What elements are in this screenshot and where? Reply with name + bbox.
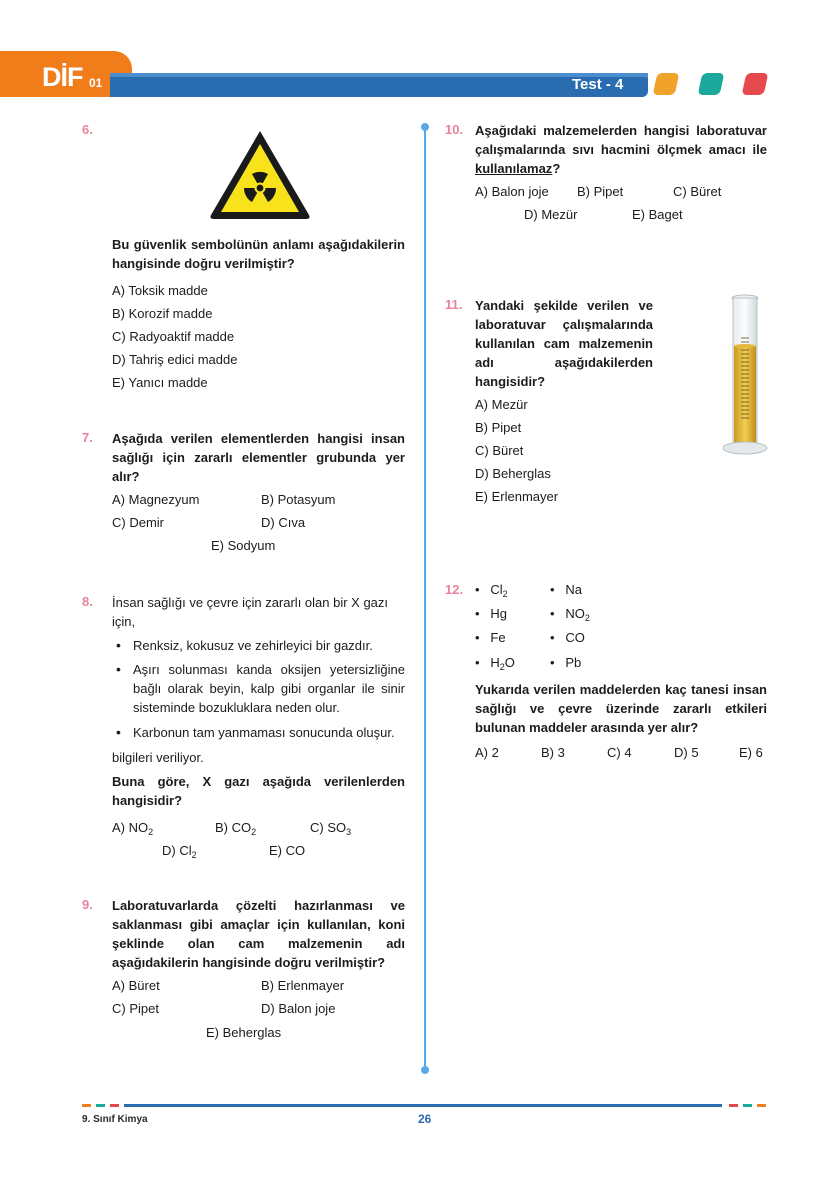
q12-item-left-2: • Hg	[475, 606, 508, 621]
q10-stem: Aşağıdaki malzemelerden hangisi laboratuvar çalışmalarında sıvı hacmini ölçmek amacı ile kullanılamaz?	[475, 123, 767, 176]
q12-item-right-2: • $NO_2$	[550, 606, 590, 623]
q8-bullet-2: • Aşırı solunması kanda oksijen yetersizliğine bağlı olarak beyin, kalp gibi organlar ile sinir sisteminde bozukluklara neden olur.	[113, 660, 405, 717]
q7-option-a[interactable]: A) Magnezyum	[112, 492, 200, 507]
q12-number: 12.	[445, 582, 464, 597]
q8-option-a[interactable]: A) $NO_2$	[112, 820, 154, 837]
q10-option-a[interactable]: A) Balon joje	[475, 184, 549, 199]
q6-option-c[interactable]: C) Radyoaktif madde	[112, 329, 235, 344]
header-chip-orange	[653, 73, 680, 95]
footer-line	[124, 1104, 722, 1107]
q10-number: 10.	[445, 122, 464, 137]
q8-option-e[interactable]: E) CO	[269, 843, 306, 858]
header-bar-highlight	[110, 73, 648, 77]
q8-option-c[interactable]: C) $SO_3$	[310, 820, 352, 837]
q7-stem: Aşağıda verilen elementlerden hangisi insan sağlığı için zararlı elementler grubunda yer alır?	[112, 431, 405, 484]
footer-dash-orange	[82, 1104, 91, 1107]
q11-option-b[interactable]: B) Pipet	[475, 420, 522, 435]
footer-course-label: 9. Sınıf Kimya	[82, 1114, 148, 1125]
footer-dash-orange-right	[757, 1104, 766, 1107]
q12-item-right-4: • Pb	[550, 655, 582, 670]
graduated-cylinder-icon	[722, 294, 768, 456]
q9-option-c[interactable]: C) Pipet	[112, 1001, 159, 1016]
q10-option-c[interactable]: C) Büret	[673, 184, 722, 199]
divider-dot-top	[421, 123, 429, 131]
q11-number: 11.	[445, 297, 463, 312]
q10-option-b[interactable]: B) Pipet	[577, 184, 624, 199]
logo-number: 01	[89, 76, 103, 90]
q12-item-left-4: • $H_2O$	[475, 655, 515, 672]
header-chip-red	[742, 73, 769, 95]
q12-item-right-1: • Na	[550, 582, 583, 597]
q7-option-e[interactable]: E) Sodyum	[211, 538, 276, 553]
q11-option-c[interactable]: C) Büret	[475, 443, 524, 458]
q12-stem: Yukarıda verilen maddelerden kaç tanesi insan sağlığı ve çevre üzerinde zararlı etkileri bulunan maddeler arasında yer alır?	[475, 682, 767, 735]
footer-dash-teal-right	[743, 1104, 752, 1107]
footer-page-number: 26	[418, 1112, 432, 1126]
q9-option-e[interactable]: E) Beherglas	[206, 1025, 282, 1040]
q8-bullet-1: • Renksiz, kokusuz ve zehirleyici bir gazdır.	[113, 636, 405, 655]
q6-option-d[interactable]: D) Tahriş edici madde	[112, 352, 238, 367]
q9-stem: Laboratuvarlarda çözelti hazırlanması ve saklanması gibi amaçlar için kullanılan, koni şeklinde olan cam malzemenin adı aşağıdakilerin hangisinde doğru verilmiştir?	[112, 898, 405, 970]
q7-number: 7.	[82, 430, 93, 445]
test-label: Test - 4	[572, 76, 624, 93]
q8-option-b[interactable]: B) $CO_2$	[215, 820, 257, 837]
q12-option-d[interactable]: D) 5	[674, 745, 699, 760]
q6-number: 6.	[82, 122, 93, 137]
q12-option-b[interactable]: B) 3	[541, 745, 565, 760]
q12-option-a[interactable]: A) 2	[475, 745, 499, 760]
footer-dash-red-right	[729, 1104, 738, 1107]
q9-option-b[interactable]: B) Erlenmayer	[261, 978, 345, 993]
q11-option-d[interactable]: D) Beherglas	[475, 466, 551, 481]
q12-option-c[interactable]: C) 4	[607, 745, 632, 760]
q12-item-left-1: • $Cl_2$	[475, 582, 508, 599]
q7-option-c[interactable]: C) Demir	[112, 515, 164, 530]
q7-option-b[interactable]: B) Potasyum	[261, 492, 336, 507]
q8-option-d[interactable]: D) $Cl_2$	[162, 843, 197, 860]
q9-option-d[interactable]: D) Balon joje	[261, 1001, 336, 1016]
footer-dash-red	[110, 1104, 119, 1107]
q10-option-e[interactable]: E) Baget	[632, 207, 683, 222]
header-chip-teal	[698, 73, 725, 95]
q6-option-e[interactable]: E) Yanıcı madde	[112, 375, 208, 390]
q6-stem: Bu güvenlik sembolünün anlamı aşağıdakilerin hangisinde doğru verilmiştir?	[112, 237, 405, 271]
q6-option-a[interactable]: A) Toksik madde	[112, 283, 208, 298]
q11-stem: Yandaki şekilde verilen ve laboratuvar çalışmalarında kullanılan cam malzemenin adı aşağıdakilerden hangisidir?	[475, 298, 653, 389]
logo: DİF	[42, 62, 83, 92]
q10-option-d[interactable]: D) Mezür	[524, 207, 578, 222]
column-divider	[424, 127, 426, 1069]
q12-item-right-3: • CO	[550, 630, 585, 645]
q8-stem: Buna göre, X gazı aşağıda verilenlerden hangisidir?	[112, 774, 405, 808]
q7-option-d[interactable]: D) Cıva	[261, 515, 306, 530]
q9-option-a[interactable]: A) Büret	[112, 978, 160, 993]
q12-item-left-3: • Fe	[475, 630, 506, 645]
q11-option-a[interactable]: A) Mezür	[475, 397, 528, 412]
q9-number: 9.	[82, 897, 93, 912]
q8-outro: bilgileri veriliyor.	[112, 750, 204, 765]
divider-dot-bottom	[421, 1066, 429, 1074]
q8-bullet-3: • Karbonun tam yanmaması sonucunda oluşur.	[113, 723, 405, 742]
q12-option-e[interactable]: E) 6	[739, 745, 763, 760]
q8-intro: İnsan sağlığı ve çevre için zararlı olan bir X gazı için,	[112, 595, 389, 629]
q8-number: 8.	[82, 594, 93, 609]
radiation-warning-icon	[207, 127, 313, 221]
footer-dash-teal	[96, 1104, 105, 1107]
q11-option-e[interactable]: E) Erlenmayer	[475, 489, 559, 504]
q6-option-b[interactable]: B) Korozif madde	[112, 306, 213, 321]
